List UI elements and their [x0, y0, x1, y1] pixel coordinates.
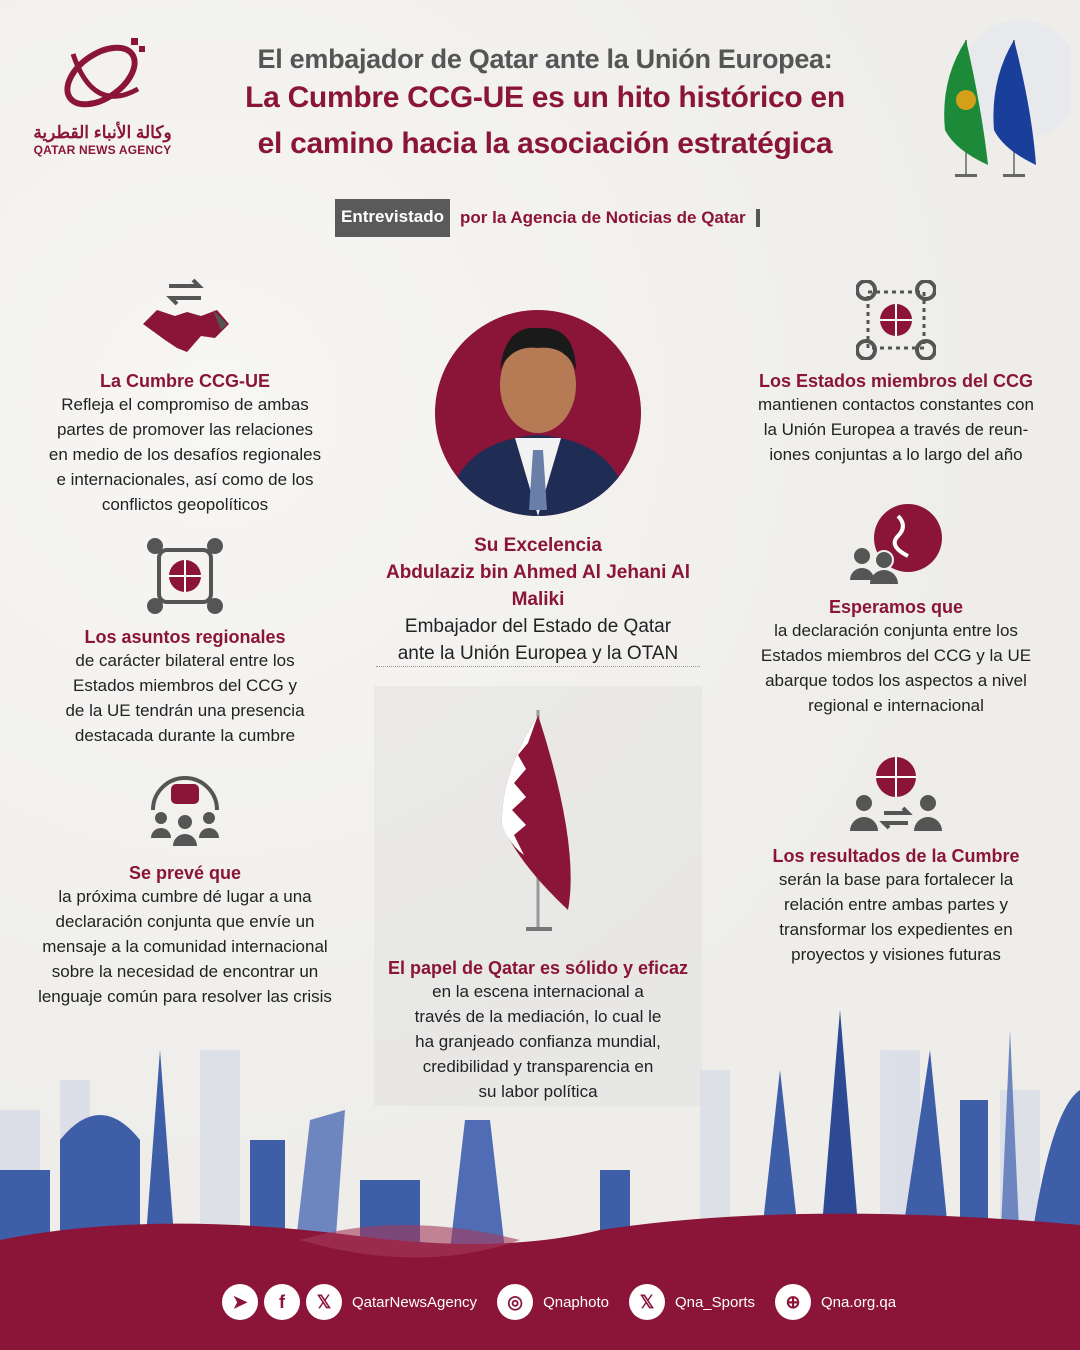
item-text-line: Estados miembros del CCG y la UE: [760, 646, 1032, 665]
item-text-line: de carácter bilateral entre los: [75, 651, 295, 670]
item-text-line: serán la base para fortalecer la: [778, 870, 1014, 889]
globe-icon[interactable]: ⊕: [775, 1284, 811, 1320]
item-text-line: mensaje a la comunidad internacional: [42, 937, 328, 956]
qna-logo: [30, 34, 175, 157]
instagram-icon[interactable]: ◎: [497, 1284, 533, 1320]
group-chat-icon: [145, 770, 225, 852]
qatar-flag-icon: [490, 705, 590, 935]
footer-wave: [0, 1200, 1080, 1350]
logo-arabic: وكالة الأنباء القطرية: [33, 123, 172, 142]
item-text-line: de la UE tendrán una presencia: [65, 701, 305, 720]
item-text-line: lenguaje común para resolver las crisis: [38, 987, 332, 1006]
item-text-line: sobre la necesidad de encontrar un: [51, 962, 319, 981]
item-text-line: partes de promover las relaciones: [56, 420, 314, 439]
item-text-line: ha granjeado confianza mundial,: [415, 1032, 661, 1051]
people-exchange-icon: [850, 755, 942, 835]
item-text-line: Estados miembros del CCG y: [73, 676, 297, 695]
social-links: [222, 1284, 910, 1320]
honorific: Su Excelencia: [474, 535, 602, 556]
ambassador-name: Abdulaziz bin Ahmed Al Jehani Al Maliki: [385, 562, 691, 610]
ambassador-info: [360, 532, 716, 667]
website-link[interactable]: Qna.org.qa: [821, 1293, 897, 1311]
headline-line1: El embajador de Qatar ante la Unión Europea:: [257, 44, 833, 74]
item-text-line: través de la mediación, lo cual le: [414, 1007, 662, 1026]
telegram-icon[interactable]: ➤: [222, 1284, 258, 1320]
item-text-line: relación entre ambas partes y: [784, 895, 1008, 914]
right-item-2: [740, 504, 1052, 718]
item-text-line: en medio de los desafíos regionales: [48, 445, 322, 464]
item-text-line: la declaración conjunta entre los: [774, 621, 1018, 640]
item-text-line: su labor política: [478, 1082, 598, 1101]
item-text-line: credibilidad y transparencia en: [422, 1057, 654, 1076]
item-text-line: destacada durante la cumbre: [74, 726, 296, 745]
byline-bar: [756, 209, 760, 227]
ambassador-portrait: [435, 310, 641, 516]
item-text-line: Refleja el compromiso de ambas: [61, 395, 309, 414]
left-item-2: [30, 536, 340, 748]
item-text-line: en la escena internacional a: [432, 982, 644, 1001]
item-heading: Esperamos que: [828, 597, 964, 617]
item-text-line: la próxima cumbre dé lugar a una: [58, 887, 312, 906]
handshake-icon: [139, 278, 231, 360]
item-heading: Se prevé que: [128, 863, 242, 883]
item-text-line: iones conjuntas a lo largo del año: [769, 445, 1023, 464]
people-world-icon: [848, 504, 944, 586]
logo-english: QATAR NEWS AGENCY: [33, 143, 172, 157]
handle-qna-sports[interactable]: Qna_Sports: [674, 1293, 755, 1311]
byline-text: por la Agencia de Noticias de Qatar: [459, 208, 746, 227]
item-heading: El papel de Qatar es sólido y eficaz: [387, 958, 689, 978]
item-text-line: transformar los expedientes en: [779, 920, 1013, 939]
item-text-line: conflictos geopolíticos: [101, 495, 269, 514]
item-text-line: la Unión Europea a través de reun-: [763, 420, 1029, 439]
right-item-3: [740, 755, 1052, 967]
facebook-icon[interactable]: f: [264, 1284, 300, 1320]
headline-line3: el camino hacia la asociación estratégica: [257, 127, 833, 160]
item-heading: La Cumbre CCG-UE: [99, 371, 270, 391]
item-heading: Los asuntos regionales: [84, 627, 286, 647]
item-text-line: declaración conjunta que envíe un: [55, 912, 315, 931]
byline: [335, 199, 760, 237]
dotted-divider: [376, 666, 700, 667]
item-text-line: proyectos y visiones futuras: [791, 945, 1001, 964]
x-icon[interactable]: 𝕏: [629, 1284, 665, 1320]
headline-line2: La Cumbre CCG-UE es un hito histórico en: [245, 81, 845, 114]
flags-gcc-eu-icon: [900, 20, 1070, 190]
ambassador-role-line1: Embajador del Estado de Qatar: [404, 616, 672, 637]
globe-network-icon: [145, 536, 225, 616]
left-item-3: [30, 770, 340, 1009]
qna-emblem-icon: [53, 34, 153, 114]
ambassador-role-line2: ante la Unión Europea y la OTAN: [397, 643, 679, 664]
network-globe-icon: [856, 280, 936, 360]
item-text-line: e internacionales, así como de los: [56, 470, 314, 489]
handle-qatarnewsagency[interactable]: QatarNewsAgency: [352, 1293, 478, 1311]
item-heading: Los resultados de la Cumbre: [772, 846, 1020, 866]
byline-tag: Entrevistado: [335, 199, 450, 237]
headline: [220, 44, 870, 167]
item-text-line: mantienen contactos constantes con: [758, 395, 1034, 414]
item-text-line: abarque todos los aspectos a nivel: [765, 671, 1027, 690]
left-item-1: [30, 278, 340, 517]
handle-qnaphoto[interactable]: Qnaphoto: [543, 1293, 609, 1311]
right-item-1: [740, 280, 1052, 467]
x-icon[interactable]: 𝕏: [306, 1284, 342, 1320]
item-text-line: regional e internacional: [808, 696, 984, 715]
item-heading: Los Estados miembros del CCG: [758, 371, 1034, 391]
